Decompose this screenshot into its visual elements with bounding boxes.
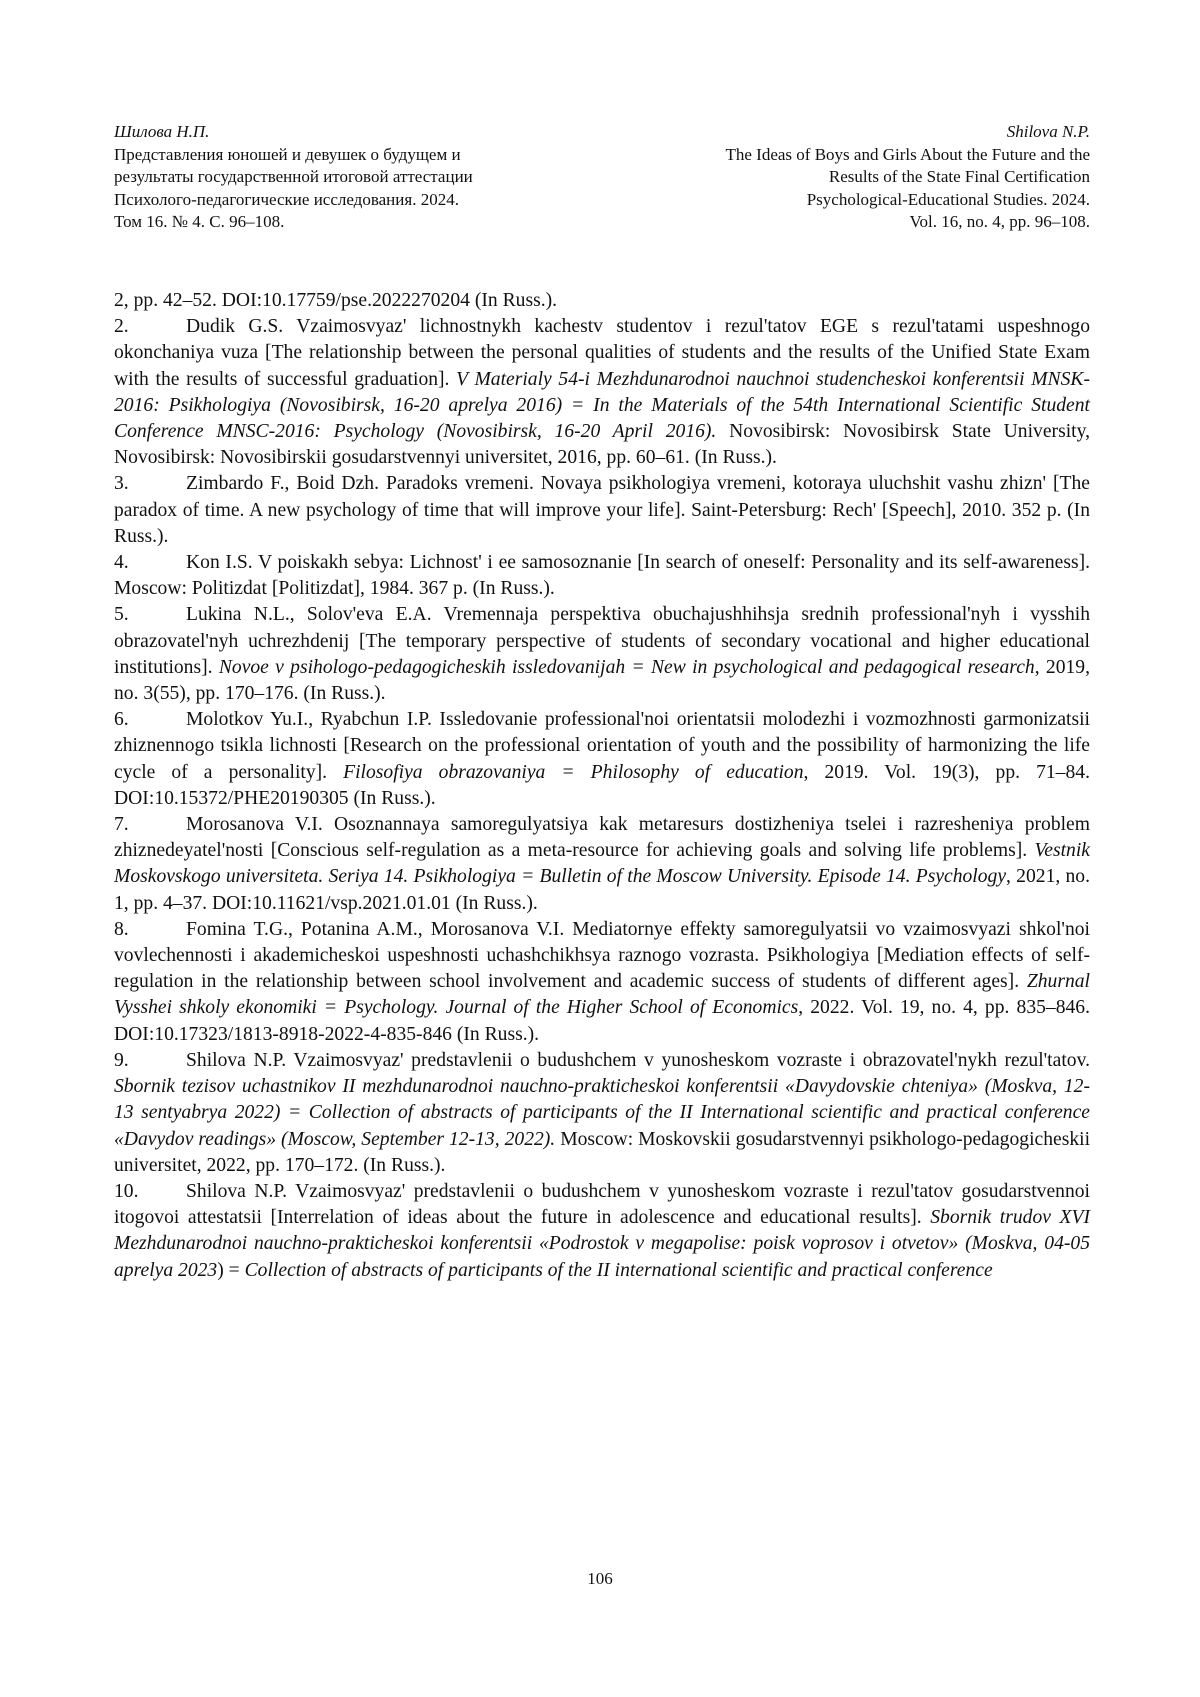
reference-number: 4.: [114, 552, 129, 574]
reference-text: Morosanova V.I. Osoznannaya samoregulyatsiya kak metaresurs dostizheniya tselei i razresheniya problem zhiznedeyatel'nosti [Conscious self-regulation as a meta-resource for achieving goals and solving life problems].: [114, 814, 1090, 862]
reference-item: [114, 917, 1090, 1048]
reference-details: , 2021, no. 1, pp. 4–37. DOI:10.11621/vsp.2021.01.01 (In Russ.).: [114, 866, 1090, 914]
reference-text: Molotkov Yu.I., Ryabchun I.P. Issledovanie professional'noi orientatsii molodezhi i vozmozhnosti garmonizatsii zhiznennogo tsikla lichnosti [Research on the professional orientation of youth and the possibility of harmonizing the life cycle of a personality].: [114, 709, 1090, 783]
header-title-ru-line1: Представления юношей и девушек о будущем и: [114, 144, 461, 164]
reference-text: Shilova N.P. Vzaimosvyaz' predstavlenii o budushchem v yunosheskom vozraste i rezul'tatov gosudarstvennoi itogovoi attestatsii [Interrelation of ideas about the future in adolescence and educational results].: [114, 1180, 1090, 1229]
reference-number: 5.: [114, 604, 129, 626]
reference-text: Kon I.S. V poiskakh sebya: Lichnost' i ee samosoznanie [In search of oneself: Personality and its self-awareness]. Moscow: Politizdat [Politizdat], 1984. 367 p. (In Russ.).: [114, 552, 1090, 600]
header-author-ru: Шилова Н.П.: [114, 122, 210, 141]
reference-text: Lukina N.L., Solov'eva E.A. Vremennaja perspektiva obuchajushhihsja srednih professional'nyh i vysshih obrazovatel'nyh uchrezhdenij [The temporary perspective of students of secondary vocational and higher educational institutions].: [114, 604, 1090, 678]
reference-number: 10.: [114, 1180, 139, 1202]
reference-source: Filosofiya obrazovaniya = Philosophy of education: [343, 761, 804, 783]
reference-source: V Materialy 54-i Mezhdunarodnoi nauchnoi studencheskoi konferentsii MNSK-2016: Psikhologiya (Novosibirsk, 16-20 aprelya 2016) = In the Materials of the 54th International Scientific Student Conference MNSC-2016: Psychology (Novosibirsk, 16-20 April 2016).: [114, 368, 1090, 443]
reference-number: 2.: [114, 316, 129, 338]
reference-details: , 2019, no. 3(55), pp. 170–176. (In Russ.).: [114, 656, 1090, 705]
reference-number: 9.: [114, 1049, 129, 1071]
reference-details: Moscow: Moskovskii gosudarstvennyi psikhologo-pedagogicheskii universitet, 2022, pp. 170–172. (In Russ.).: [114, 1128, 1091, 1176]
reference-item: [114, 812, 1090, 917]
reference-item: [114, 471, 1090, 550]
reference-text: Fomina T.G., Potanina A.M., Morosanova V.I. Mediatornye effekty samoregulyatsii vo vzaimosvyazi shkol'noi vovlechennosti i akademicheskoi uspeshnosti uchashchikhsya raznogo vozrasta. Psikhologiya [Mediation effects of self-regulation in the relationship between school involvement and academic success of students of different ages].: [114, 918, 1090, 993]
reference-source: Sbornik trudov XVI Mezhdunarodnoi nauchno-prakticheskoi konferentsii «Podrostok v megapolise: poisk voprosov i otvetov» (Moskva, 04-05 aprelya 2023: [114, 1207, 1090, 1281]
header-journal-en: Psychological-Educational Studies. 2024.: [806, 189, 1090, 209]
reference-item: [114, 1048, 1090, 1179]
header-journal-ru: Психолого-педагогические исследования. 2024.: [114, 189, 459, 209]
reference-continuation: 2, pp. 42–52. DOI:10.17759/pse.2022270204 (In Russ.).: [114, 290, 558, 311]
reference-number: 7.: [114, 814, 129, 836]
reference-item: [114, 707, 1090, 812]
header-right-english: [726, 121, 1091, 234]
reference-text: Dudik G.S. Vzaimosvyaz' lichnostnykh kachestv studentov i rezul'tatov EGE s rezul'tatami uspeshnogo okonchaniya vuza [The relationship between the personal qualities of students and the results of the Unified State Exam with the results of successful graduation].: [114, 316, 1090, 390]
reference-item: [114, 602, 1090, 707]
reference-item: [114, 314, 1090, 471]
header-volume-ru: Том 16. № 4. С. 96–108.: [114, 212, 285, 232]
reference-item: [114, 550, 1090, 602]
running-header: [114, 121, 1090, 234]
reference-details: Novosibirsk: Novosibirsk State University, Novosibirsk: Novosibirskii gosudarstvennyi universitet, 2016, pp. 60–61. (In Russ.).: [114, 421, 1091, 469]
reference-number: 8.: [114, 918, 129, 940]
reference-details: ) =: [217, 1259, 245, 1281]
header-volume-en: Vol. 16, no. 4, pp. 96–108.: [909, 212, 1090, 232]
header-author-en: Shilova N.P.: [1006, 122, 1090, 141]
header-left-russian: [114, 121, 473, 234]
reference-text: Zimbardo F., Boid Dzh. Paradoks vremeni. Novaya psikhologiya vremeni, kotoraya uluchshit vashu zhizn' [The paradox of time. A new psychology of time that will improve your life]. Saint-Petersburg: Rech' [Speech], 2010. 352 p. (In Russ.).: [114, 473, 1090, 547]
header-title-en-line1: The Ideas of Boys and Girls About the Future and the: [725, 144, 1090, 164]
header-title-en-line2: Results of the State Final Certification: [828, 167, 1090, 187]
reference-details: , 2019. Vol. 19(3), pp. 71–84. DOI:10.15372/PHE20190305 (In Russ.).: [114, 761, 1090, 809]
page-number: 106: [587, 1569, 613, 1588]
reference-source: Novoe v psihologo-pedagogicheskih issledovanijah = New in psychological and pedagogical research: [218, 656, 1035, 678]
reference-source: Zhurnal Vysshei shkoly ekonomiki = Psychology. Journal of the Higher School of Economics: [114, 971, 1090, 1019]
reference-text: Shilova N.P. Vzaimosvyaz' predstavlenii o budushchem v yunosheskom vozraste i obrazovatel'nykh rezul'tatov.: [186, 1049, 1090, 1071]
reference-source: Sbornik tezisov uchastnikov II mezhdunarodnoi nauchno-prakticheskoi konferentsii «Davydovskie chteniya» (Moskva, 12-13 sentyabrya 2022) = Collection of abstracts of participants of the II International scientific and practical conference «Davydov readings» (Moscow, September 12-13, 2022).: [114, 1076, 1090, 1150]
header-title-ru-line2: результаты государственной итоговой аттестации: [114, 167, 473, 187]
reference-item: [114, 1179, 1090, 1284]
reference-source: Vestnik Moskovskogo universiteta. Seriya 14. Psikhologiya = Bulletin of the Moscow University. Episode 14. Psychology: [114, 840, 1090, 888]
reference-number: 6.: [114, 709, 129, 731]
reference-list: [114, 288, 1090, 1284]
reference-number: 3.: [114, 473, 129, 495]
reference-details: , 2022. Vol. 19, no. 4, pp. 835–846. DOI:10.17323/1813-8918-2022-4-835-846 (In Russ.).: [114, 997, 1090, 1045]
reference-source-continued: Collection of abstracts of participants of the II international scientific and practical conference: [244, 1259, 993, 1281]
